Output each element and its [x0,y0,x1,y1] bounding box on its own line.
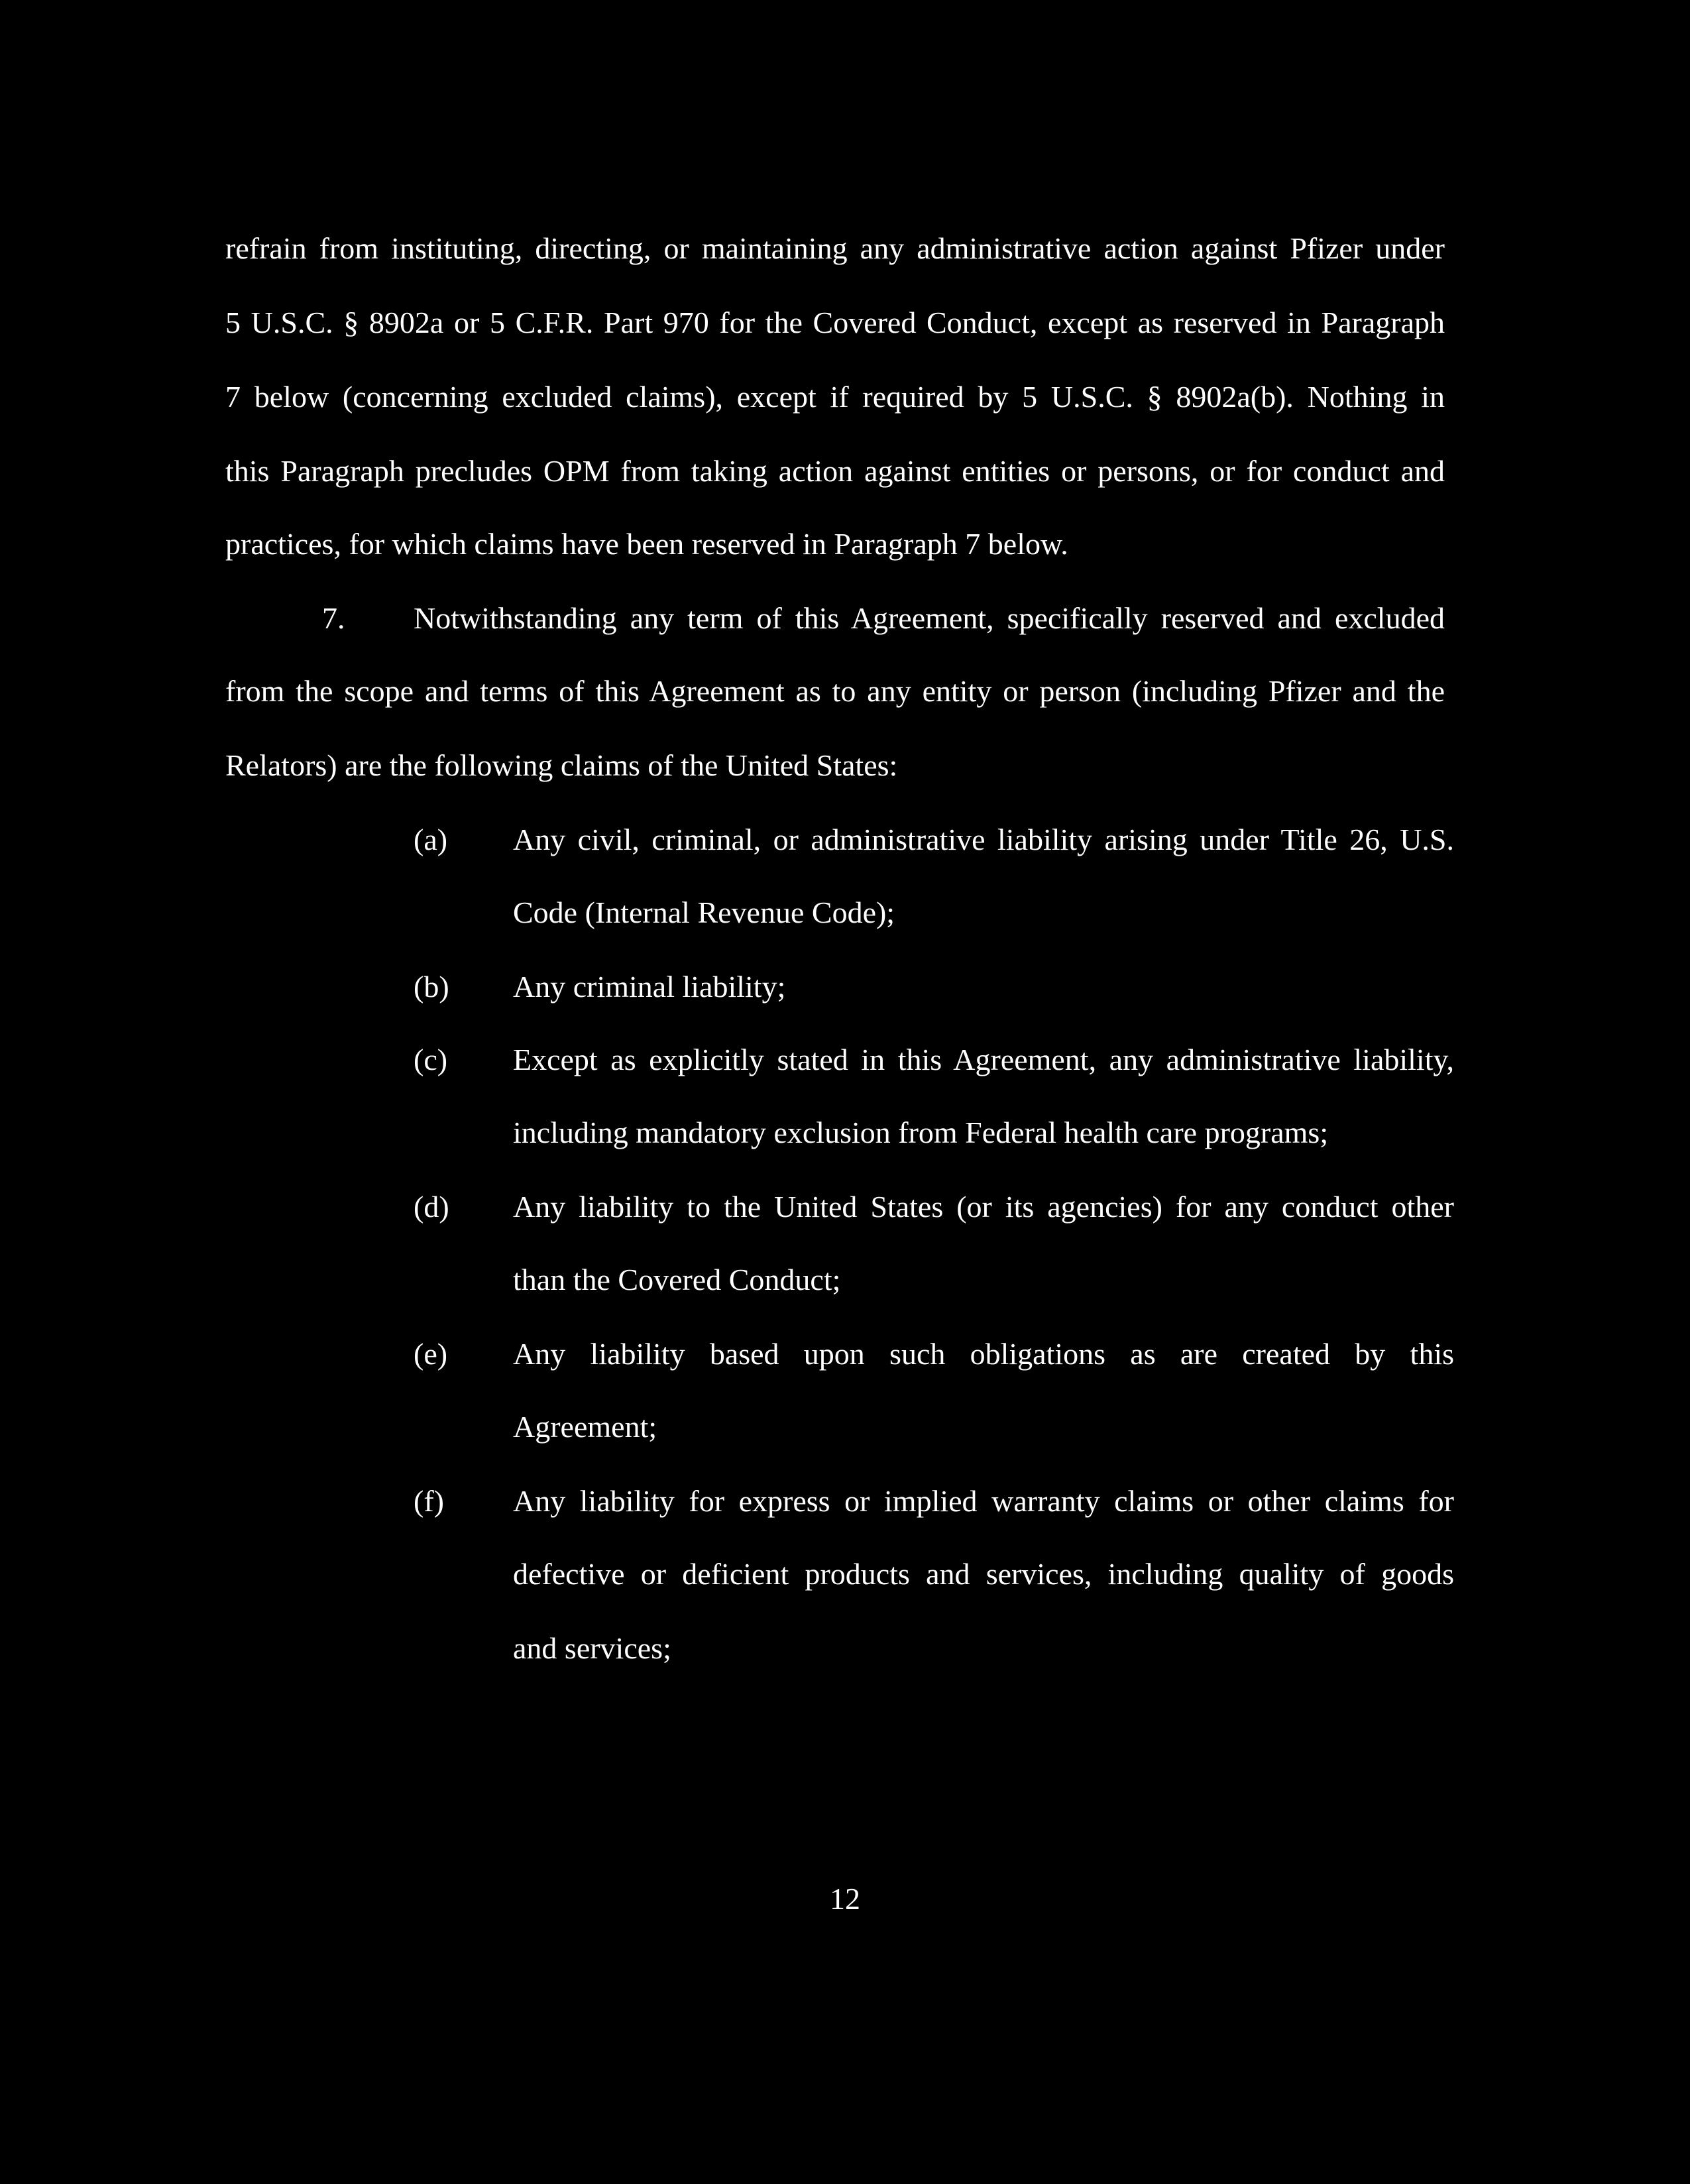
paragraph-7-line: Relators) are the following claims of the United States: [225,748,898,782]
opening-paragraph-line: refrain from instituting, directing, or maintaining any administrative action against Pfizer under [225,231,1445,265]
paragraph-number: 7. [322,601,345,635]
list-item-text: Any liability based upon such obligations as are created by this [513,1337,1454,1371]
paragraph-7-line: Notwithstanding any term of this Agreement, specifically reserved and excluded [414,601,1445,635]
list-item-text: Any criminal liability; [513,970,786,1004]
opening-paragraph-line: 7 below (concerning excluded claims), except if required by 5 U.S.C. § 8902a(b). Nothing in [225,380,1445,414]
list-item-text: and services; [513,1631,671,1665]
opening-paragraph-line: this Paragraph precludes OPM from taking action against entities or persons, or for conduct and [225,454,1445,488]
list-item-text: Any liability for express or implied warranty claims or other claims for [513,1484,1454,1518]
list-item-label: (a) [414,823,448,856]
list-item-text: Any liability to the United States (or its agencies) for any conduct other [513,1190,1454,1224]
paragraph-7-line: from the scope and terms of this Agreement as to any entity or person (including Pfizer and the [225,674,1445,708]
opening-paragraph-line: practices, for which claims have been reserved in Paragraph 7 below. [225,527,1068,561]
list-item-label: (f) [414,1484,444,1518]
list-item-text: defective or deficient products and services, including quality of goods [513,1557,1454,1591]
list-item-label: (e) [414,1337,448,1371]
list-item-text: including mandatory exclusion from Federal health care programs; [513,1116,1329,1149]
list-item-label: (b) [414,970,449,1004]
list-item-label: (c) [414,1043,448,1076]
list-item-text: than the Covered Conduct; [513,1263,841,1296]
list-item-text: Any civil, criminal, or administrative liability arising under Title 26, U.S. [513,823,1454,856]
opening-paragraph-line: 5 U.S.C. § 8902a or 5 C.F.R. Part 970 for the Covered Conduct, except as reserved in Paragraph [225,306,1445,339]
list-item-text: Agreement; [513,1410,657,1444]
list-item-label: (d) [414,1190,449,1224]
list-item-text: Except as explicitly stated in this Agreement, any administrative liability, [513,1043,1454,1076]
page-number: 12 [830,1882,860,1916]
list-item-text: Code (Internal Revenue Code); [513,895,895,929]
